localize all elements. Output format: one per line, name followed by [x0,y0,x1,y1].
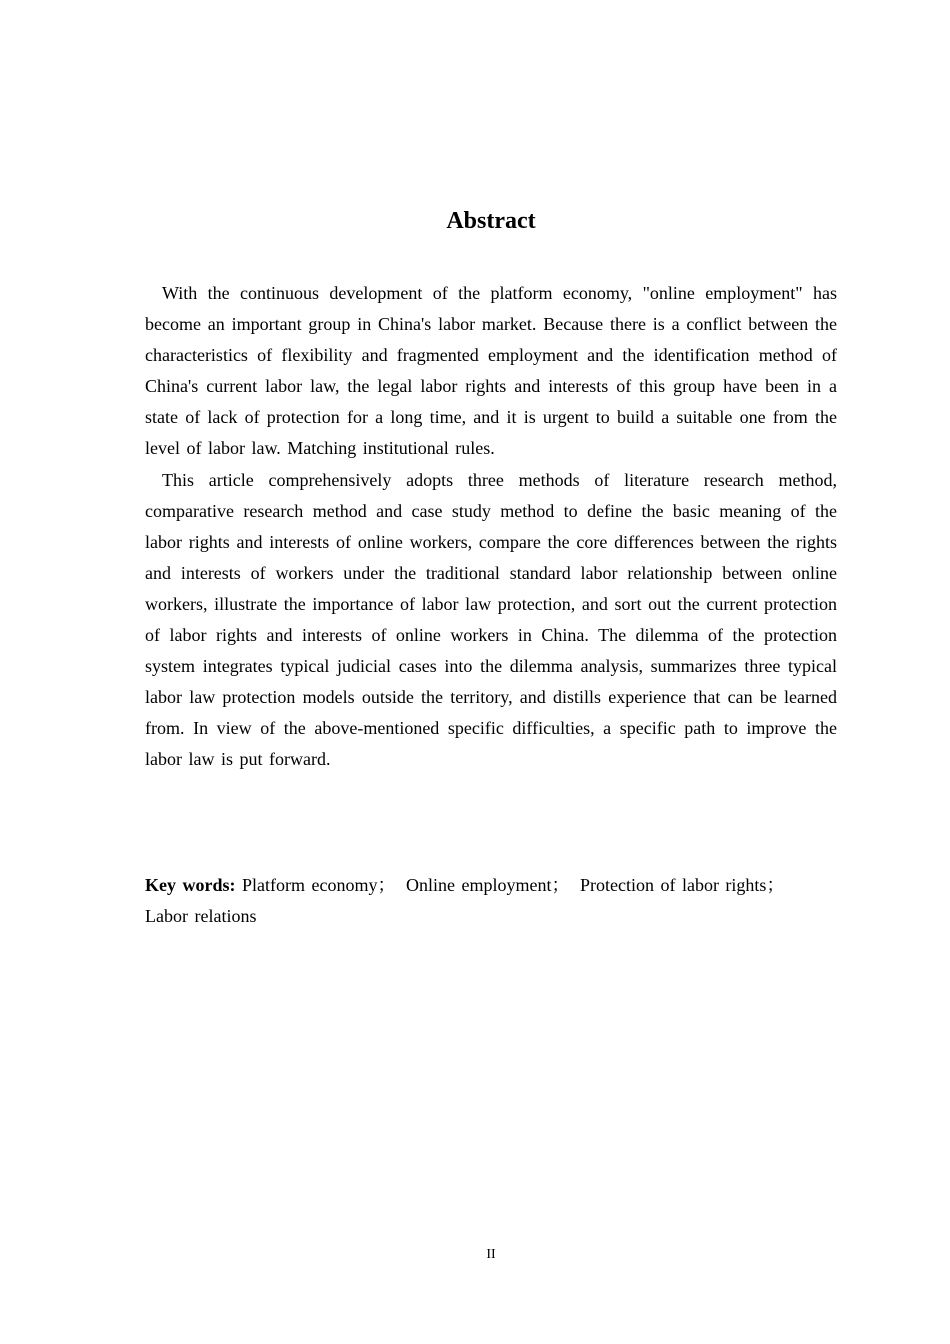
keyword-separator: ； [377,875,396,895]
abstract-paragraph-1: With the continuous development of the platform economy, "online employment" has become an important group in China's labor market. Because there is a conflict between the characteristics of flexibility and fragmented employment and the identification method of China's current labor law, the legal labor rights and interests of this group have been in a state of lack of protection for a long time, and it is urgent to build a suitable one from the level of labor law. Matching institutional rules. [145,283,837,458]
keyword-item: Platform economy [242,875,378,895]
keyword-separator: ； [551,875,570,895]
keywords-label: Key words: [145,875,236,895]
keyword-item: Protection of labor rights [579,875,767,895]
abstract-title: Abstract [446,208,536,234]
keyword-item: Online employment [405,875,552,895]
abstract-body [145,278,837,775]
page-number: II [486,1247,496,1262]
abstract-paragraph-2: This article comprehensively adopts three methods of literature research method, comparative research method and case study method to define the basic meaning of the labor rights and interests of online workers, compare the core differences between the rights and interests of workers under the traditional standard labor relationship between online workers, illustrate the importance of labor law protection, and sort out the current protection of labor rights and interests of online workers in China. The dilemma of the protection system integrates typical judicial cases into the dilemma analysis, summarizes three typical labor law protection models outside the territory, and distills experience that can be learned from. In view of the above-mentioned specific difficulties, a specific path to improve the labor law is put forward. [145,470,837,769]
keywords-line [145,870,837,932]
keyword-separator: ； [766,875,785,895]
keyword-item: Labor relations [145,906,257,926]
